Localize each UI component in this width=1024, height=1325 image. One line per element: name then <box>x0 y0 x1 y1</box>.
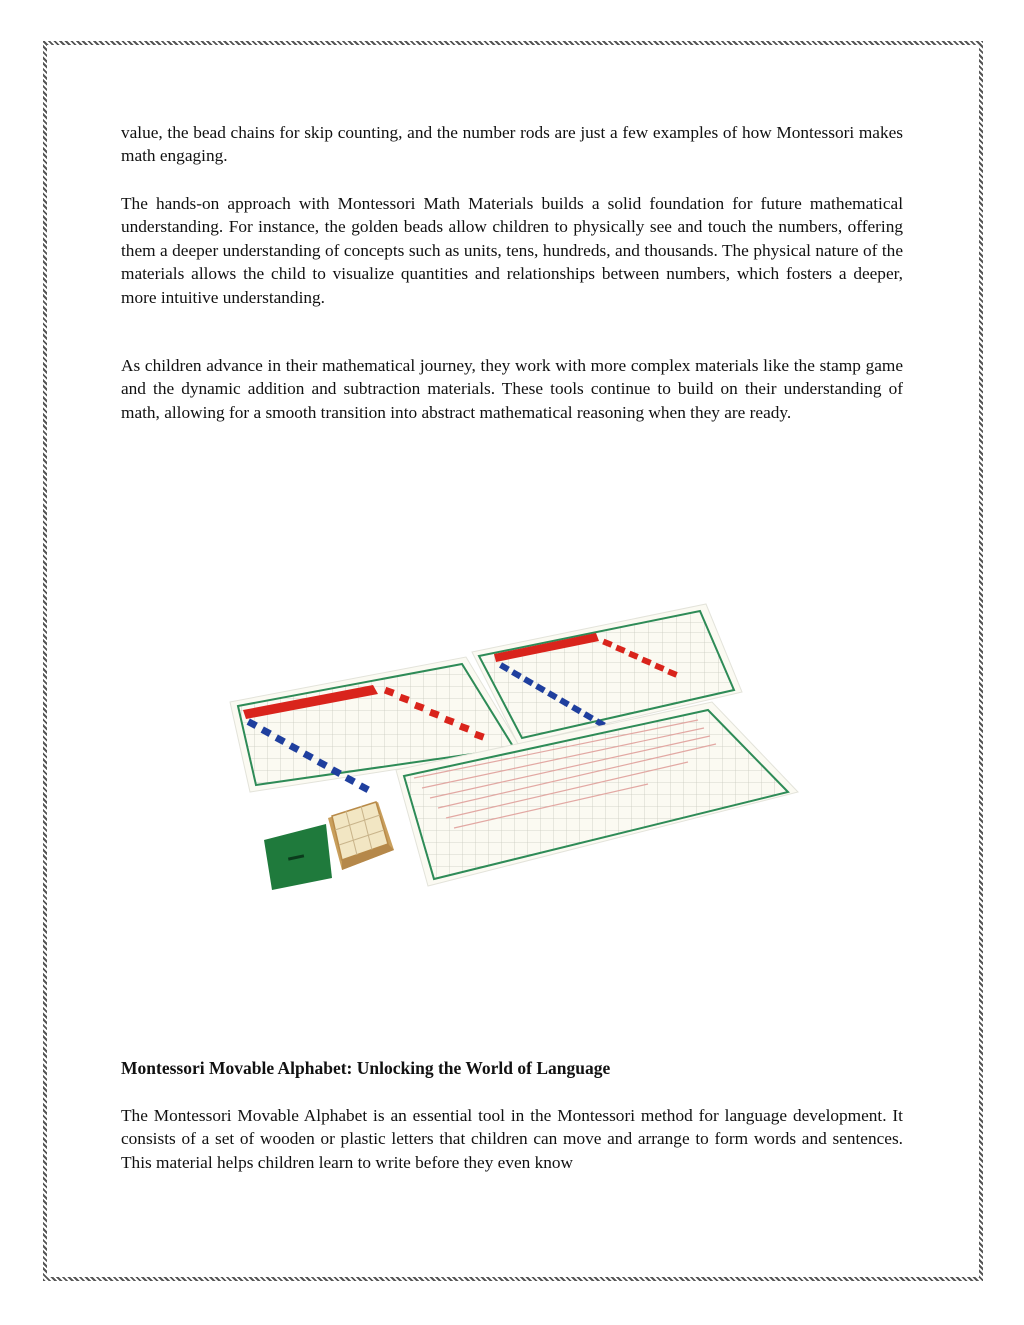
paragraph-1: value, the bead chains for skip counting, and the number rods are just a few examples of how Montessori makes math engaging. <box>121 123 903 166</box>
section-paragraph: The Montessori Movable Alphabet is an essential tool in the Montessori method for language development. It consists of a set of wooden or plastic letters that children can move and arrange to form words and sentences. This material helps children learn to write before they even know <box>121 1106 903 1172</box>
wooden-tile-box <box>328 802 394 870</box>
paragraph-2: The hands-on approach with Montessori Math Materials builds a solid foundation for future mathematical understanding. For instance, the golden beads allow children to physically see and touch the numbers, offering them a deeper understanding of concepts such as units, tens, hundreds, and thousands. The physical nature of the materials allows the child to visualize quantities and relationships between numbers, which fosters a deeper, more intuitive understanding. <box>121 194 903 307</box>
section-heading: Montessori Movable Alphabet: Unlocking the World of Language <box>121 1058 611 1078</box>
paragraph-3: As children advance in their mathematical journey, they work with more complex materials like the stamp game and the dynamic addition and subtraction materials. These tools continue to build on their understanding of math, allowing for a smooth transition into abstract mathematical reasoning when they are ready. <box>121 356 903 422</box>
montessori-math-boards-photo <box>228 602 800 892</box>
green-tile <box>264 824 332 890</box>
